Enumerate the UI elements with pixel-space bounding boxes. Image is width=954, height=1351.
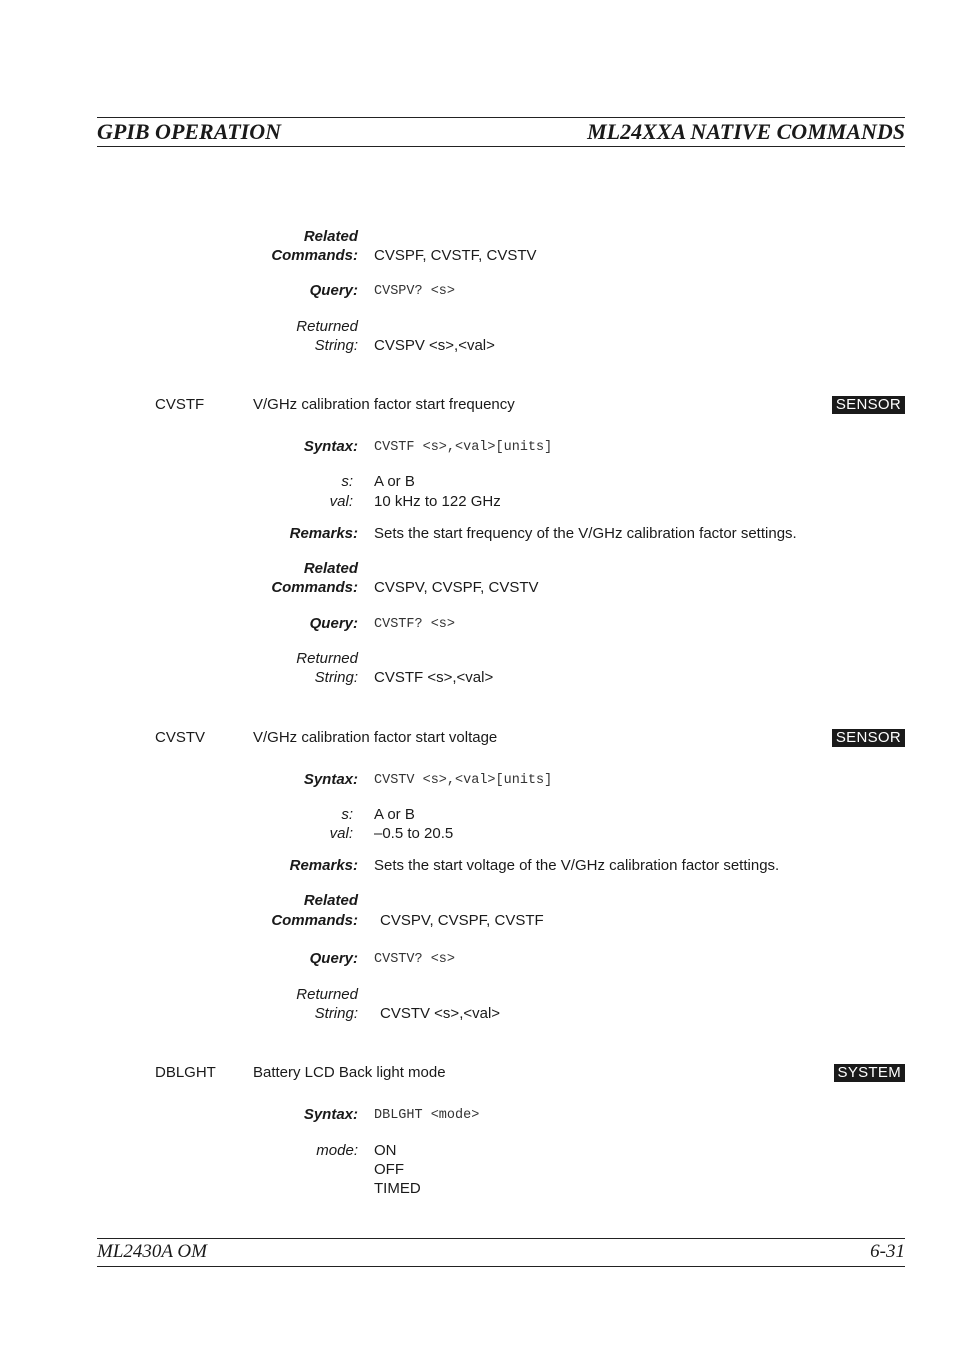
query-value: CVSTF? <s>	[374, 617, 456, 632]
query-label: Query:	[309, 950, 358, 967]
mode-option: TIMED	[374, 1180, 421, 1197]
returned-label: Returned	[296, 650, 358, 667]
syntax-value: CVSTF <s>,<val>[units]	[374, 440, 553, 455]
mode-option: ON	[374, 1142, 397, 1159]
returned-label: Returned	[296, 986, 358, 1003]
category-badge: SENSOR	[832, 396, 905, 414]
command-name: DBLGHT	[155, 1064, 216, 1081]
query-label: Query:	[309, 282, 358, 299]
related-label: Related	[303, 892, 358, 909]
syntax-value: CVSTV <s>,<val>[units]	[374, 773, 553, 788]
page-number: 6-31	[870, 1241, 905, 1262]
query-label: Query:	[309, 615, 358, 632]
returned-label: Returned	[296, 318, 358, 335]
syntax-value: DBLGHT <mode>	[374, 1108, 480, 1123]
command-description: V/GHz calibration factor start frequency	[253, 396, 515, 413]
related-commands-value: CVSPV, CVSPF, CVSTF	[380, 912, 544, 929]
mode-option: OFF	[374, 1161, 404, 1178]
related-label: Related	[303, 560, 358, 577]
header-left-title: GPIB OPERATION	[97, 119, 281, 144]
string-label: String:	[314, 669, 358, 686]
val-param-label: val:	[329, 493, 353, 510]
related-commands-value: CVSPF, CVSTF, CVSTV	[374, 247, 537, 264]
footer-top-rule	[97, 1238, 905, 1239]
syntax-label: Syntax:	[303, 1106, 358, 1123]
syntax-label: Syntax:	[303, 438, 358, 455]
s-param-label: s:	[341, 473, 353, 490]
remarks-label: Remarks:	[289, 857, 358, 874]
s-param-label: s:	[341, 806, 353, 823]
header-right-title: ML24XXA NATIVE COMMANDS	[587, 119, 905, 144]
returned-string-value: CVSTV <s>,<val>	[380, 1005, 501, 1022]
category-badge: SYSTEM	[834, 1064, 905, 1082]
related-label: Related	[303, 228, 358, 245]
remarks-value: Sets the start frequency of the V/GHz calibration factor settings.	[374, 525, 797, 542]
remarks-value: Sets the start voltage of the V/GHz calibration factor settings.	[374, 857, 780, 874]
command-name: CVSTV	[155, 729, 206, 746]
string-label: String:	[314, 337, 358, 354]
val-param-value: 10 kHz to 122 GHz	[374, 493, 501, 510]
val-param-value: –0.5 to 20.5	[374, 825, 454, 842]
command-description: Battery LCD Back light mode	[253, 1064, 446, 1081]
query-value: CVSTV? <s>	[374, 952, 456, 967]
val-param-label: val:	[329, 825, 353, 842]
returned-string-value: CVSTF <s>,<val>	[374, 669, 494, 686]
mode-param-label: mode:	[316, 1142, 358, 1159]
commands-label: Commands:	[271, 912, 358, 929]
query-value: CVSPV? <s>	[374, 284, 456, 299]
string-label: String:	[314, 1005, 358, 1022]
commands-label: Commands:	[271, 579, 358, 596]
command-name: CVSTF	[155, 396, 205, 413]
returned-string-value: CVSPV <s>,<val>	[374, 337, 495, 354]
s-param-value: A or B	[374, 806, 415, 823]
syntax-label: Syntax:	[303, 771, 358, 788]
related-commands-value: CVSPV, CVSPF, CVSTV	[374, 579, 539, 596]
s-param-value: A or B	[374, 473, 415, 490]
category-badge: SENSOR	[832, 729, 905, 747]
commands-label: Commands:	[271, 247, 358, 264]
footer-bottom-rule	[97, 1266, 905, 1267]
command-description: V/GHz calibration factor start voltage	[253, 729, 498, 746]
footer-left-title: ML2430A OM	[97, 1241, 207, 1262]
remarks-label: Remarks:	[289, 525, 358, 542]
header-bottom-rule	[97, 146, 905, 147]
